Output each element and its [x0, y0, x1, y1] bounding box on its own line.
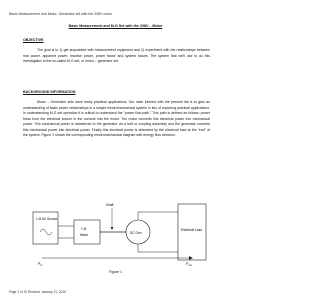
section-heading-objective: OBJECTIVE — [23, 38, 44, 42]
shaft-pointer-arrowhead — [111, 227, 114, 230]
power-flow-arrowhead — [189, 256, 193, 260]
power-out-label: $P_{out}$ — [186, 262, 192, 267]
figure-caption: Figure 1 — [109, 270, 122, 274]
power-in-label: $P_{in}$ — [38, 262, 43, 267]
document-title: Basic Measurement and M-G Set with the 208V – Motor — [68, 24, 163, 28]
motor-label-name: Motor — [80, 233, 89, 237]
shaft-label: Shaft — [106, 203, 114, 207]
background-paragraph: Motor – Generator sets have many practical applications. Our main interest with the present lab is to gain an understanding of basic power relationships in a simple electromechanical system in lieu of exploring practical applications. In understanding M-G set operation it is critical to understand the "power flow path." This path is defined as follows: power flows from the electrical source in the console into the motor. The motor converts this electrical power into mechanical power. This mechanical power is transferred to the generator via a belt or coupling assembly and the generator converts this mechanical power into electrical power. Finally this electrical power is absorbed by the electrical load at the "end" of the system. Figure 1 shows the corresponding electromechanical diagram with energy flow direction. — [23, 100, 210, 137]
section-heading-background: BACKGROUND INFORMATION — [23, 90, 76, 94]
running-header: Basic Measurement and Motor- Generator set with the 208V motor — [9, 12, 113, 16]
dc-generator-label: DC Gen — [130, 231, 142, 235]
objective-paragraph: The goal is to 1) get acquainted with measurement equipment and 2) experiment with the relationships between real power, apparent power, reactive power, power factor and system losses. The system that we'll use to do this investigation is the so-called M-G set, or motor – generator set. — [23, 48, 210, 63]
ac-source-label: 1 Ø AC Source — [36, 217, 58, 221]
motor-label-phase: 1 Ø — [81, 227, 87, 231]
electrical-load-box — [178, 204, 206, 260]
page-footer: Page 1 of 10 Revised: January 21, 2016 — [9, 290, 66, 294]
motor-box — [74, 220, 100, 244]
ac-source-sine-icon — [40, 229, 52, 235]
electrical-load-label: Electrical Load — [181, 228, 202, 232]
